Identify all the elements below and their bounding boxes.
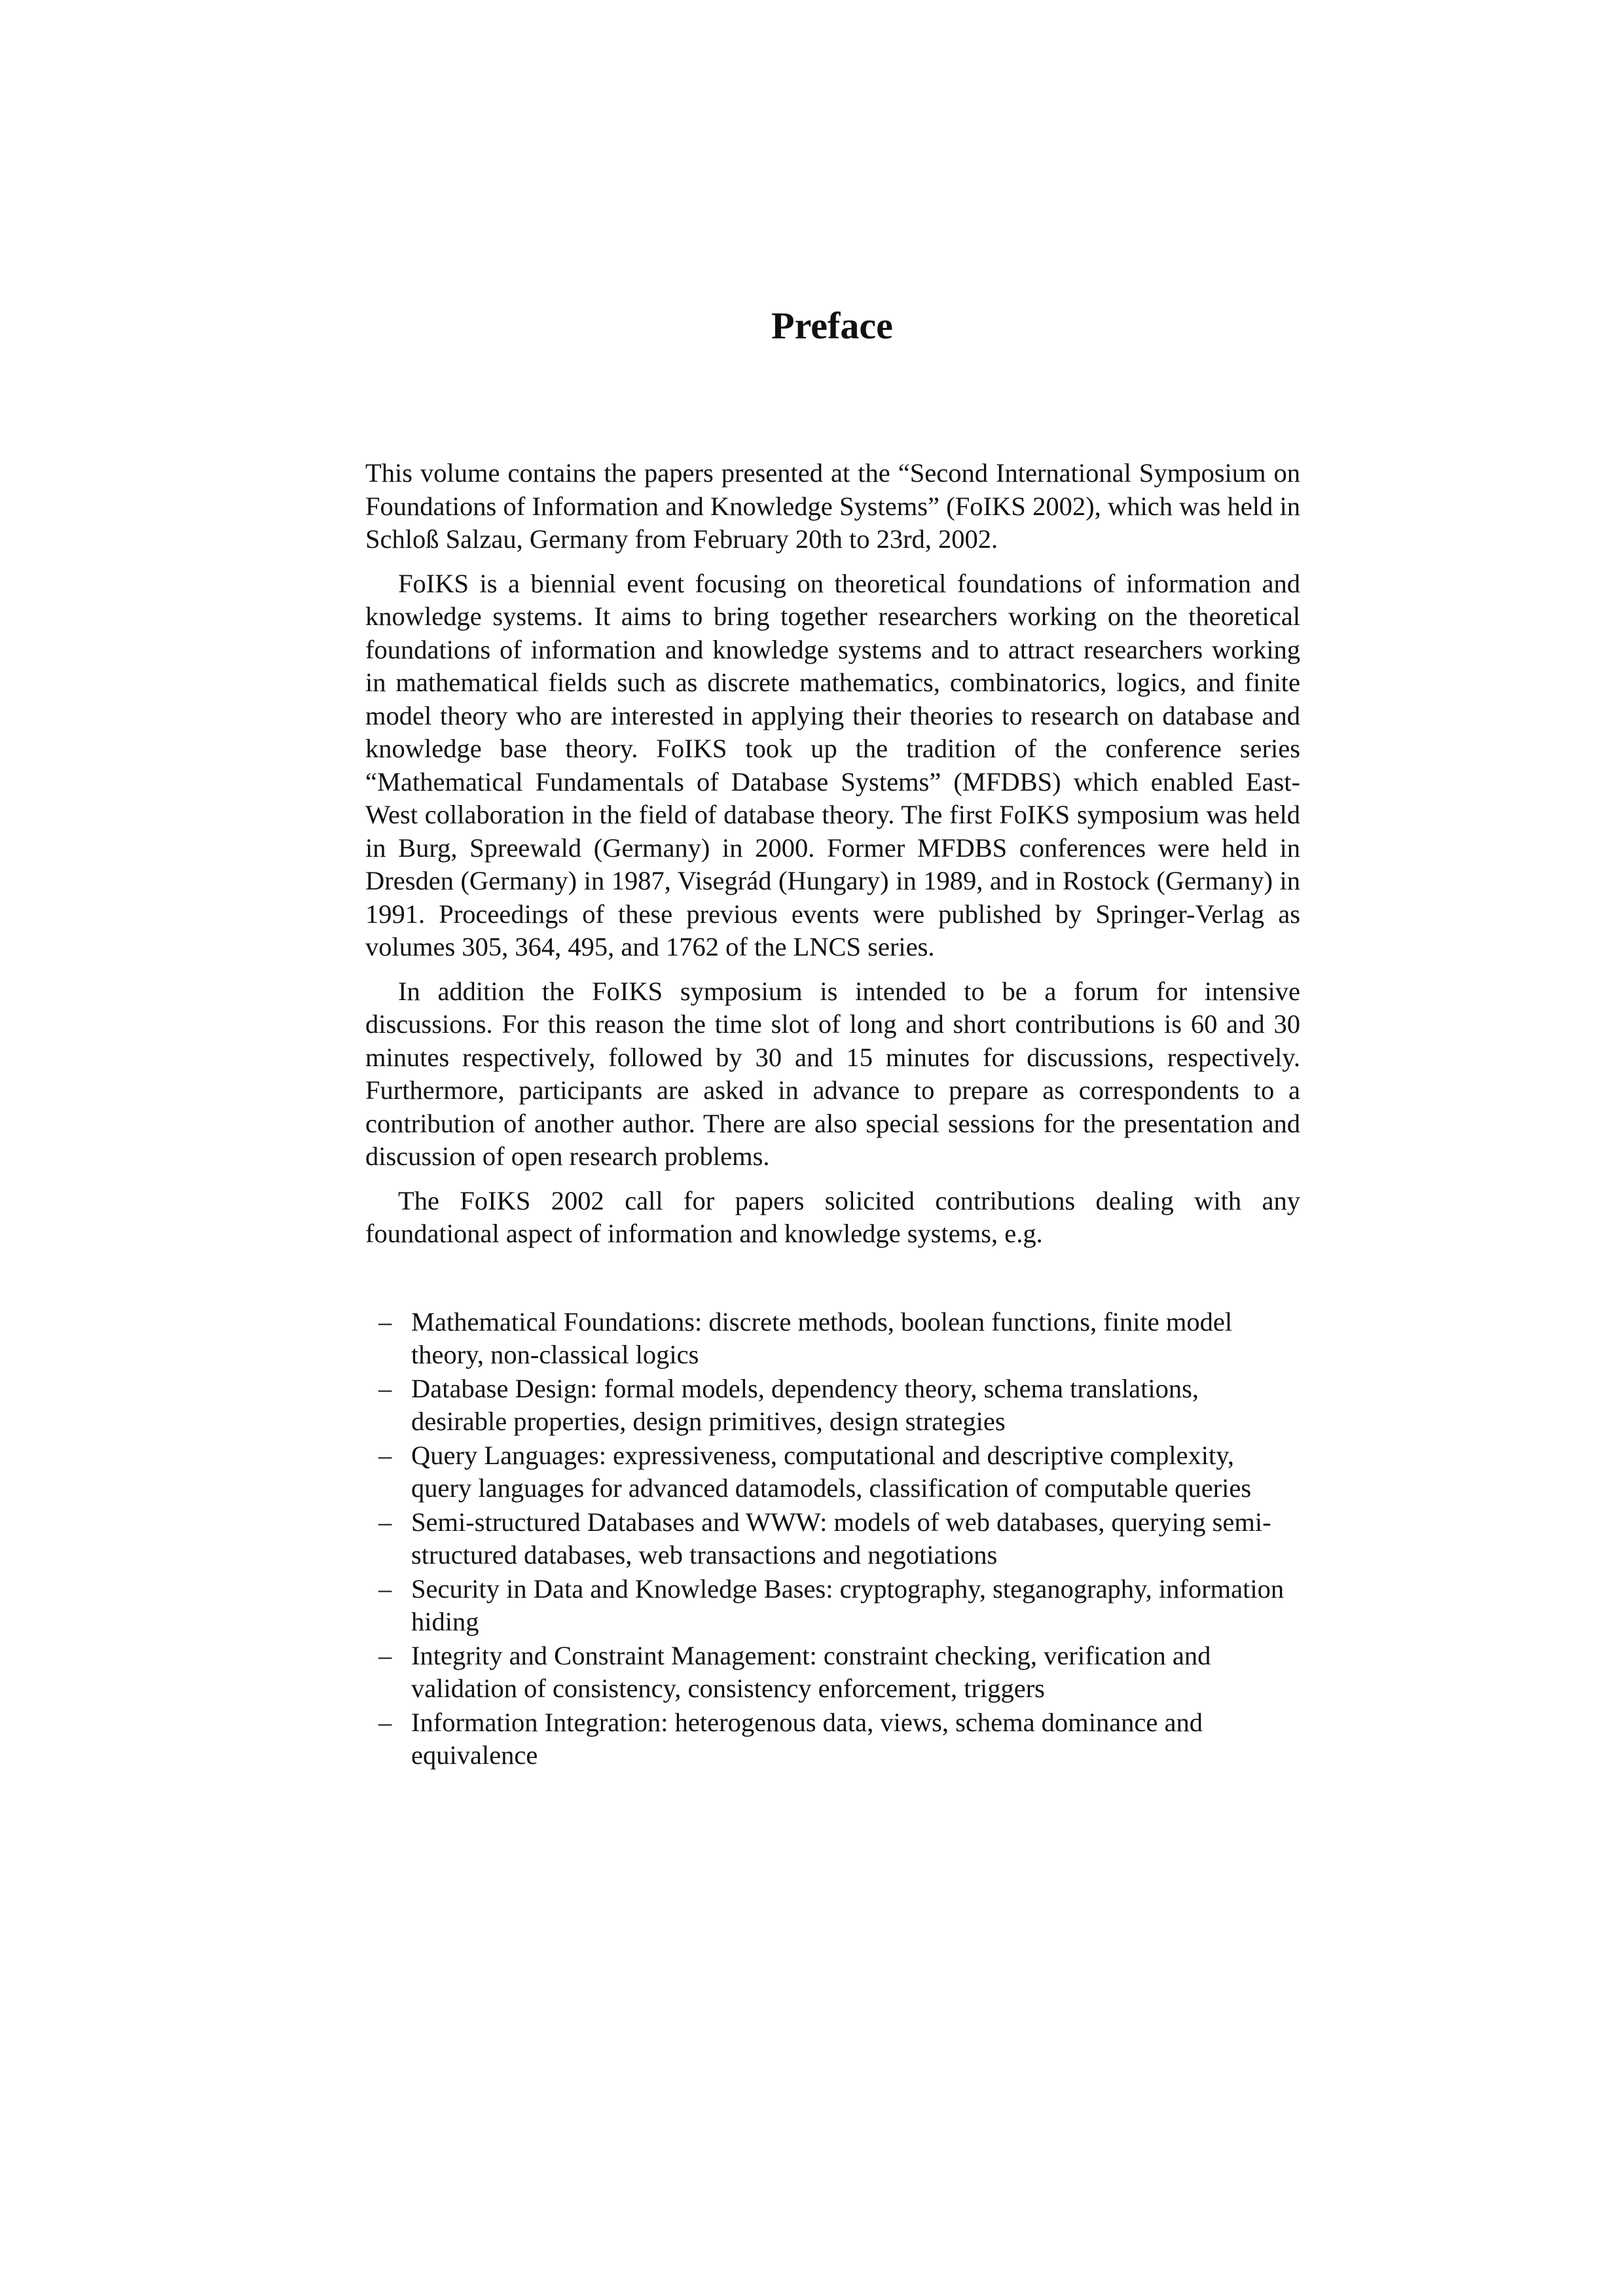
list-item-text: Query Languages: expressiveness, computational and descriptive complexity, query languages for advanced datamodels, classification of computable queries xyxy=(411,1440,1252,1503)
topic-list xyxy=(365,1306,1300,1772)
list-item-text: Security in Data and Knowledge Bases: cryptography, steganography, information hiding xyxy=(411,1573,1285,1636)
paragraph-call-for-papers: The FoIKS 2002 call for papers solicited contributions dealing with any foundational aspect of information and knowledge systems, e.g. xyxy=(365,1185,1300,1248)
dash-bullet-icon: – xyxy=(378,1707,392,1737)
paragraph-foiks-overview: FoIKS is a biennial event focusing on theoretical foundations of information and knowledge systems. It aims to bring together researchers working on the theoretical foundations of information and knowledge systems and to attract researchers working in mathematical fields such as discrete mathematics, combinatorics, logics, and finite model theory who are interested in applying their theories to research on database and knowledge base theory. FoIKS took up the tradition of the conference series “Mathematical Fundamentals of Database Systems” (MFDBS) which enabled East-West collaboration in the field of database theory. The first FoIKS symposium was held in Burg, Spreewald (Germany) in 2000. Former MFDBS conferences were held in Dresden (Germany) in 1987, Visegrád (Hungary) in 1989, and in Rostock (Germany) in 1991. Proceedings of these previous events were published by Springer-Verlag as volumes 305, 364, 495, and 1762 of the LNCS series. xyxy=(365,568,1300,961)
paragraph-discussion-format: In addition the FoIKS symposium is intended to be a forum for intensive discussions. For this reason the time slot of long and short contributions is 60 and 30 minutes respectively, followed by 30 and 15 minutes for discussions, respectively. Furthermore, participants are asked in advance to prepare as correspondents to a contribution of another author. There are also special sessions for the presentation and discussion of open research problems. xyxy=(365,976,1300,1171)
list-item-text: Semi-structured Databases and WWW: models of web databases, querying semi-structured databases, web transactions and negotiations xyxy=(411,1507,1271,1570)
list-item xyxy=(365,1306,1300,1372)
list-item xyxy=(365,1372,1300,1439)
dash-bullet-icon: – xyxy=(378,1507,392,1537)
list-item-text: Database Design: formal models, dependency theory, schema translations, desirable properties, design primitives, design strategies xyxy=(411,1373,1199,1436)
list-item xyxy=(365,1439,1300,1505)
dash-bullet-icon: – xyxy=(378,1573,392,1604)
dash-bullet-icon: – xyxy=(378,1640,392,1670)
list-item-text: Mathematical Foundations: discrete methods, boolean functions, finite model theory, non-classical logics xyxy=(411,1306,1233,1369)
list-item-text: Information Integration: heterogenous data, views, schema dominance and equivalence xyxy=(411,1707,1203,1770)
list-item xyxy=(365,1640,1300,1706)
list-item-text: Integrity and Constraint Management: constraint checking, verification and validation of consistency, consistency enforcement, triggers xyxy=(411,1640,1211,1703)
dash-bullet-icon: – xyxy=(378,1306,392,1336)
dash-bullet-icon: – xyxy=(378,1440,392,1470)
list-item xyxy=(365,1506,1300,1572)
paragraph-intro: This volume contains the papers presented at the “Second International Symposium on Foundations of Information and Knowledge Systems” (FoIKS 2002), which was held in Schloß Salzau, Germany from February 20th to 23rd, 2002. xyxy=(365,458,1300,554)
preface-body xyxy=(365,457,1300,1773)
page-title: Preface xyxy=(771,304,893,347)
list-item xyxy=(365,1573,1300,1639)
dash-bullet-icon: – xyxy=(378,1373,392,1403)
list-item xyxy=(365,1706,1300,1772)
